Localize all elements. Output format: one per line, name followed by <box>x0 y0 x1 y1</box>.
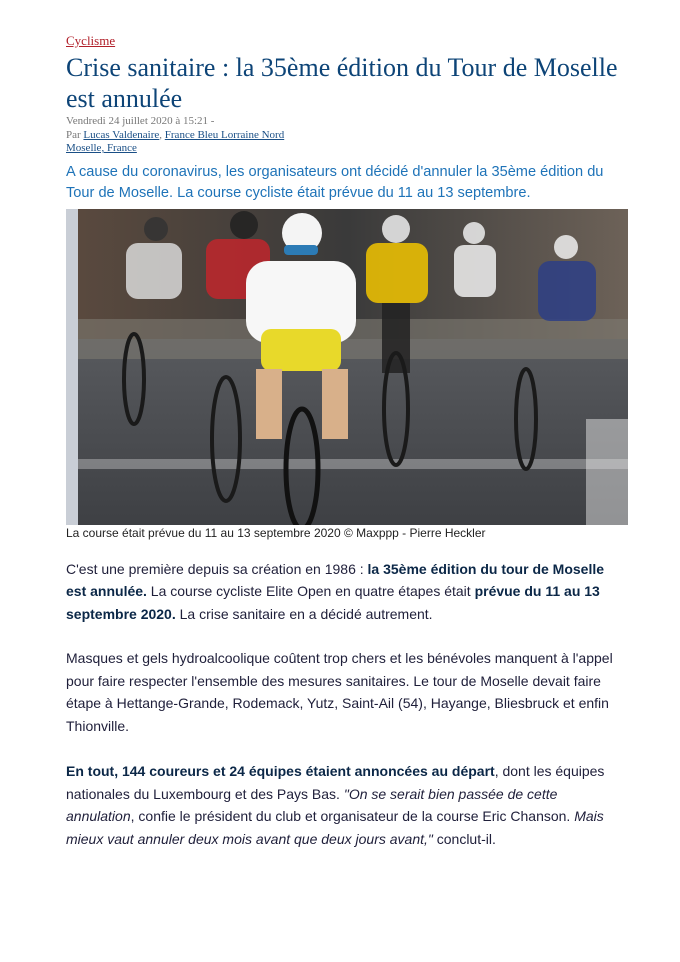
byline <box>66 129 628 143</box>
byline-separator: , <box>159 128 165 141</box>
article-meta <box>66 115 628 156</box>
paragraph-1: C'est une première depuis sa création en 1986 : la 35ème édition du tour de Moselle est annulée. La course cycliste Elite Open en quatre étapes était prévue du 11 au 13 septembre 2020. La crise sanitaire en a décidé autrement. <box>66 560 605 622</box>
location-link[interactable]: Moselle, France <box>66 142 137 154</box>
article <box>66 32 628 850</box>
article-photo <box>66 209 628 525</box>
article-lede: A cause du coronavirus, les organisateurs ont décidé d'annuler la 35ème édition du Tour de Moselle. La course cycliste était prévue du 11 au 13 septembre. <box>66 163 604 201</box>
paragraph-2: Masques et gels hydroalcoolique coûtent trop chers et les bénévoles manquent à l'appel pour faire respecter l'ensemble des mesures sanitaires. Le tour de Moselle devait faire étape à Hettange-Grande, Rodemack, Yutz, Saint-Ail (54), Hayange, Bliesbruck et enfin Thionville. <box>66 650 613 734</box>
article-title: Crise sanitaire : la 35ème édition du Tour de Moselle est annulée <box>66 53 618 113</box>
category-link[interactable]: Cyclisme <box>66 33 116 48</box>
author-link[interactable]: Lucas Valdenaire <box>83 128 160 141</box>
paragraph-3: En tout, 144 coureurs et 24 équipes étaient annoncées au départ, dont les équipes nationales du Luxembourg et des Pays Bas. "On se serait bien passée de cette annulation, confie le président du club et organisateur de la course Eric Chanson. Mais mieux vaut annuler deux mois avant que deux jours avant," conclut-il. <box>66 763 605 847</box>
cyclists-photo <box>66 209 628 525</box>
station-link[interactable]: France Bleu Lorraine Nord <box>164 128 285 141</box>
photo-caption: La course était prévue du 11 au 13 septembre 2020 © Maxppp - Pierre Heckler <box>66 525 486 540</box>
publish-date: Vendredi 24 juillet 2020 à 15:21 - <box>66 115 215 127</box>
byline-prefix: Par <box>66 128 84 141</box>
